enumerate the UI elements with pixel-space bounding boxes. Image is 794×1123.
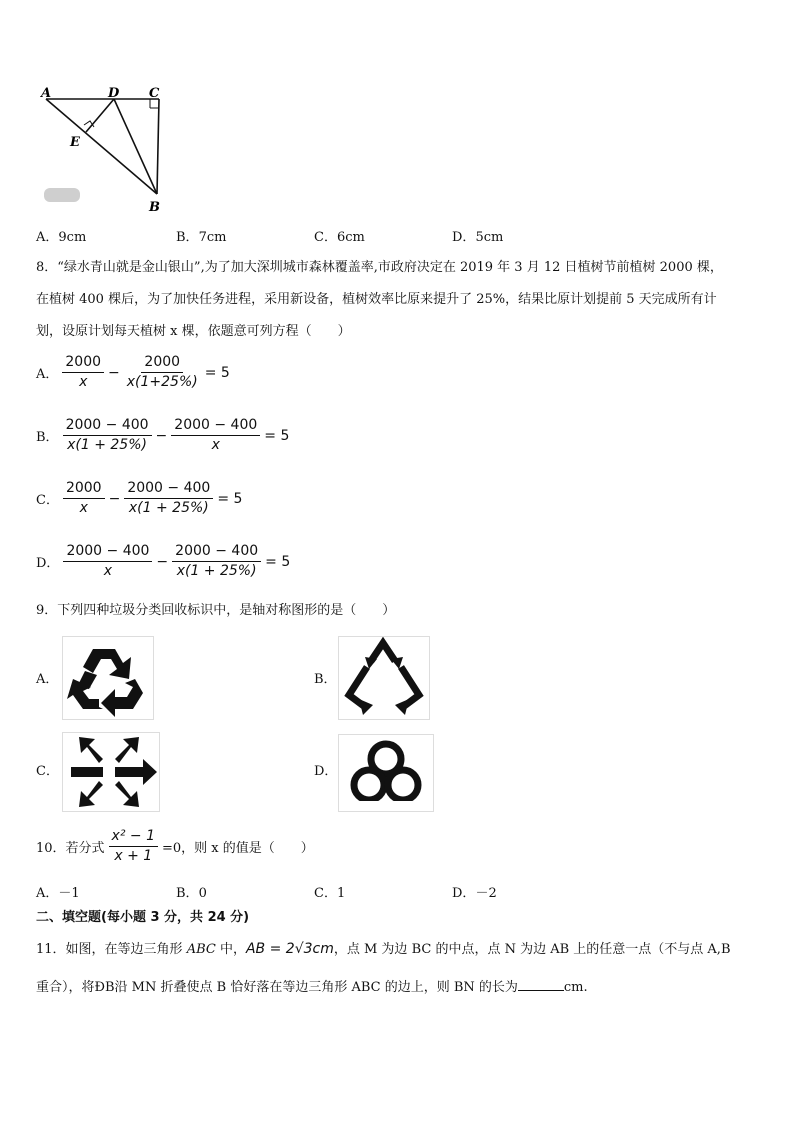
q10-option-d[interactable]: D．－2 bbox=[452, 886, 497, 901]
q7-option-b[interactable]: B．7cm bbox=[176, 230, 227, 245]
label-D: D bbox=[108, 86, 120, 101]
geometry-figure bbox=[36, 82, 176, 217]
q9-option-c-label[interactable]: C． bbox=[36, 764, 59, 779]
q10-stem: 10．若分式 $\frac{\text{x² − 1}}{x + 1}$ =0，则 x 的值是（ ） bbox=[36, 828, 314, 864]
q8-stem-line3: 划，设原计划每天植树 x 棵，依题意可列方程（ ） bbox=[36, 324, 351, 339]
blurred-watermark bbox=[44, 188, 80, 202]
q8-option-b[interactable]: B． $\frac{2000 - 400}{x(1 + 25\%)}$ − $\frac{2000 - 400}{x}$ = 5 bbox=[36, 417, 290, 453]
q8-option-d[interactable]: D． $\frac{2000 - 400}{x}$ − $\frac{2000 - 400}{x(1 + 25\%)}$ = 5 bbox=[36, 543, 291, 579]
q8-option-c[interactable]: C． $\frac{2000}{x}$ − $\frac{2000 - 400}{x(1 + 25\%)}$ = 5 bbox=[36, 480, 243, 516]
q9-option-a-label[interactable]: A． bbox=[36, 672, 59, 687]
q9-option-d-label[interactable]: D． bbox=[314, 764, 338, 779]
biohazard-rings-icon[interactable] bbox=[338, 734, 434, 812]
q10-option-c[interactable]: C．1 bbox=[314, 886, 346, 901]
label-A: A bbox=[41, 86, 52, 101]
triangle-diagram bbox=[36, 82, 176, 217]
triangle-arrows-icon[interactable] bbox=[338, 636, 430, 720]
q9-stem: 9．下列四种垃圾分类回收标识中，是轴对称图形的是（ ） bbox=[36, 603, 396, 618]
q7-option-d[interactable]: D．5cm bbox=[452, 230, 504, 245]
q8-stem-line1: 8．“绿水青山就是金山银山”,为了加大深圳城市森林覆盖率,市政府决定在 2019 年 3 月 12 日植树节前植树 2000 棵， bbox=[36, 260, 723, 275]
label-E: E bbox=[70, 135, 80, 150]
recycle-arrows-icon[interactable] bbox=[62, 636, 154, 720]
q8-stem-line2: 在植树 400 棵后，为了加快任务进程，采用新设备，植树效率比原来提升了 25%，结果比原计划提前 5 天完成所有计 bbox=[36, 292, 717, 307]
label-B: B bbox=[149, 200, 160, 215]
q10-option-a[interactable]: A．－1 bbox=[36, 886, 80, 901]
q11-line2: 重合），将ÐB沿 MN 折叠使点 B 恰好落在等边三角形 ABC 的边上，则 BN 的长为 cm. bbox=[36, 976, 588, 998]
answer-blank[interactable] bbox=[518, 976, 564, 991]
q7-option-a[interactable]: A．9cm bbox=[36, 230, 87, 245]
q8-option-a[interactable]: A． $\frac{2000}{x}$ − $\frac{2000}{x(1+25\%)}$ = 5 bbox=[36, 354, 230, 390]
q11-line1: 11．如图，在等边三角形 ABC 中，AB = 2√3cm，点 M 为边 BC 的中点，点 N 为边 AB 上的任意一点（不与点 A,B bbox=[36, 941, 731, 957]
q7-option-c[interactable]: C．6cm bbox=[314, 230, 365, 245]
four-arrows-icon[interactable] bbox=[62, 732, 160, 812]
q9-option-b-label[interactable]: B． bbox=[314, 672, 337, 687]
section-heading-fill-blank: 二、填空题(每小题 3 分，共 24 分) bbox=[36, 910, 250, 925]
label-C: C bbox=[149, 86, 160, 101]
q10-option-b[interactable]: B．0 bbox=[176, 886, 207, 901]
